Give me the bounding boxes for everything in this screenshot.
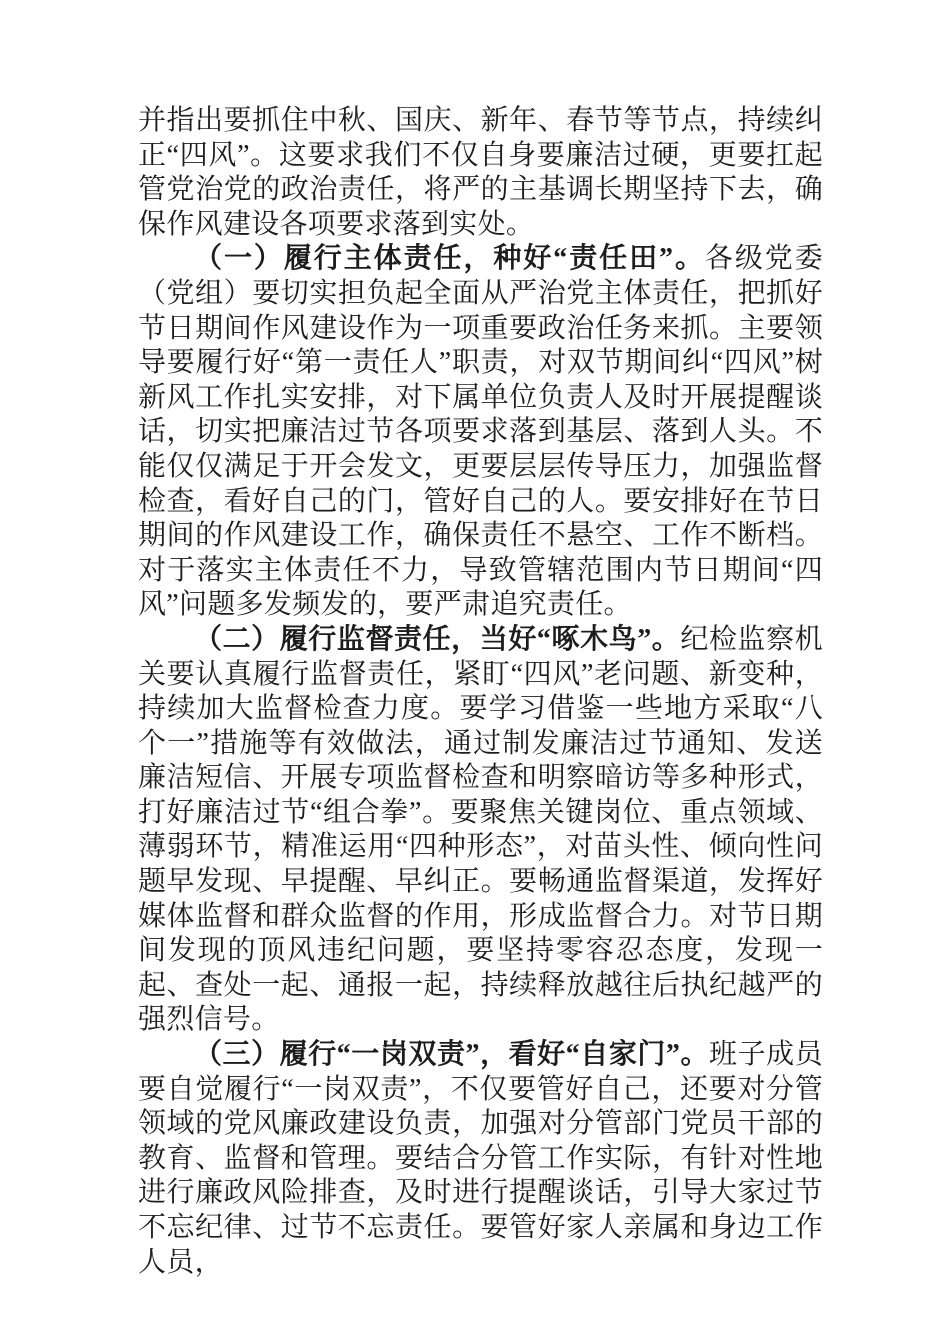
section-3-heading: （三）履行“一岗双责”，看好“自家门”。 [194,1039,710,1071]
paragraph-section-1 [138,242,823,623]
paragraph-text: 并指出要抓住中秋、国庆、新年、春节等节点，持续纠正“四风”。这要求我们不仅自身要廉洁过硬，更要扛起管党治党的政治责任，将严的主基调长期坚持下去，确保作风建设各项要求落到实处。 [138,105,823,240]
paragraph-section-3 [138,1038,823,1280]
section-3-body: 班子成员要自觉履行“一岗双责”，不仅要管好自己，还要对分管领域的党风廉政建设负责，加强对分管部门党员干部的教育、监督和管理。要结合分管工作实际，有针对性地进行廉政风险排查，及时进行提醒谈话，引导大家过节不忘纪律、过节不忘责任。要管好家人亲属和身边工作人员， [138,1039,823,1278]
section-2-heading: （二）履行监督责任，当好“啄木鸟”。 [194,623,681,655]
paragraph-continuation [138,104,823,242]
paragraph-section-2 [138,623,823,1038]
section-1-body: 各级党委（党组）要切实担负起全面从严治党主体责任，把抓好节日期间作风建设作为一项重要政治任务来抓。主要领导要履行好“第一责任人”职责，对双节期间纠“四风”树新风工作扎实安排，对下属单位负责人及时开展提醒谈话，切实把廉洁过节各项要求落到基层、落到人头。不能仅仅满足于开会发文，更要层层传导压力，加强监督检查，看好自己的门，管好自己的人。要安排好在节日期间的作风建设工作，确保责任不悬空、工作不断档。对于落实主体责任不力，导致管辖范围内节日期间“四风”问题多发频发的，要严肃追究责任。 [138,243,824,621]
section-2-body: 纪检监察机关要认真履行监督责任，紧盯“四风”老问题、新变种，持续加大监督检查力度。要学习借鉴一些地方采取“八个一”措施等有效做法，通过制发廉洁过节通知、发送廉洁短信、开展专项监督检查和明察暗访等多种形式，打好廉洁过节“组合拳”。要聚焦关键岗位、重点领域、薄弱环节，精准运用“四种形态”，对苗头性、倾向性问题早发现、早提醒、早纠正。要畅通监督渠道，发挥好媒体监督和群众监督的作用，形成监督合力。对节日期间发现的顶风违纪问题，要坚持零容忍态度，发现一起、查处一起、通报一起，持续释放越往后执纪越严的强烈信号。 [138,623,823,1036]
section-1-heading: （一）履行主体责任，种好“责任田”。 [194,243,705,275]
